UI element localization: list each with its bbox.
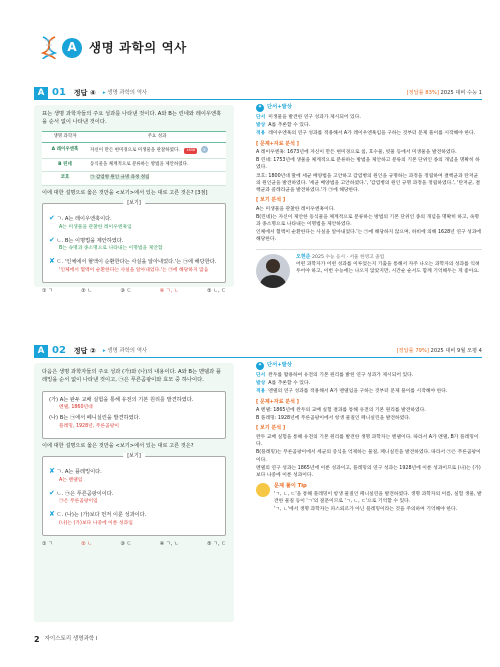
tip-text: 'ㄱ, ㄴ'에서 생명 과학자는 파스퇴르가 아닌 플레밍이라는 것을 주의하여 기억해야 한다. (274, 507, 458, 513)
question-section-badge: A (34, 87, 48, 100)
table-row (42, 143, 226, 159)
bogi-text: ㄷ. (나)는 (가)보다 먼저 이룬 성과이다. (56, 512, 147, 519)
cross-icon: ✘ (49, 257, 55, 266)
bogi-box (42, 453, 226, 535)
choice-5[interactable]: ⑤ ㄴ, ㄷ (207, 287, 226, 294)
tip-title: 문제 풀이 Tip (274, 483, 307, 490)
bogi-note: A는 멘델임 (59, 477, 83, 483)
solution-step (256, 114, 482, 121)
solution-step (256, 380, 482, 387)
choice-1[interactable]: ① ㄱ (42, 287, 53, 294)
analysis-item: 코흐: 1800년대 말에 세균 배양법을 고안하고 감염병의 원인을 규명하는 과정을 정립하여 결핵균과 탄저균의 원인균을 발견하였다. '세균 배양법을 고안하였다.', '감염병의 원인 규명 과정을 정립하였다.', '탄저균, 결핵균과 콜레라균을 발견하였다.'가 ㉠에 해당한다. (256, 173, 481, 193)
tip-box (256, 483, 482, 514)
bogi-text: ㄱ. A는 플레밍이다. (56, 469, 102, 476)
step-tag: 단서 (256, 115, 266, 120)
bogi-analysis-item: B(린네)는 자신이 제안한 동식물을 체계적으로 분류하는 방법의 기본 단위인 종의 개념을 명확히 하고, 속명과 종소명으로 나타내는 이명법을 제안하였다. (256, 214, 480, 228)
table-cell: 코흐 (42, 172, 88, 186)
bogi-item (49, 256, 219, 267)
step-tag: 발상 (256, 381, 266, 387)
choice-5[interactable]: ⑤ ㄱ, ㄷ (207, 540, 226, 547)
bogi-analysis-item: B(플레밍)는 푸른곰팡이에서 세균의 증식을 억제하는 물질, 페니실린을 발견하였다. 따라서 ㉠은 푸른곰팡이이다. (256, 450, 481, 463)
cross-icon: ✘ (49, 510, 55, 519)
answer-choices (42, 541, 226, 548)
bogi-analysis-item: 인체에서 혈액이 순환한다는 사실을 알아내었다.'는 ㉠에 해당하지 않으며, 하비에 의해 1628년 연구 성과에 해당한다. (256, 230, 482, 243)
table-cell (88, 143, 226, 159)
bogi-analysis-item: A는 미생물을 관찰한 레이우엔훅이다. (256, 206, 335, 212)
tip-text: 'ㄱ, ㄴ, ㄷ'을 통해 플레밍이 항생 물질인 페니실린을 발견하였다. 생명 과학자의 이름, 실험 생물, 발견한 물질 등이 'ㄱ'의 질문이므로 'ㄱ, ㄴ, ㄷ'으로 기억할 수 있다. (274, 491, 482, 505)
content-item: (나) B는 ㉠에서 페니실린을 발견하였다. (49, 415, 141, 422)
step-text: 레이우엔훅의 연구 성과를 적용해서 A가 레이우엔훅임을 구하는 것부터 문제 풀이를 시작해야 한다. (268, 131, 476, 137)
step-text: 미생물을 발견한 연구 성과가 제시되어 있다. (268, 115, 361, 120)
question-body (34, 363, 234, 622)
bogi-note: (나)는 (가)보다 나중에 이룬 성과임 (59, 520, 133, 526)
table-row (42, 172, 226, 186)
solution-step (256, 372, 482, 379)
content-item: (가) A는 완두 교배 실험을 통해 유전의 기본 원리를 발견하였다. (49, 396, 194, 403)
bogi-box (42, 200, 226, 282)
question-topic: ▸ 생명 과학의 역사 (103, 348, 147, 356)
solution-title: 단서+발상 (267, 104, 292, 111)
analysis-title: [ 문제+자료 분석 ] (256, 398, 299, 405)
cell-text: ㉠ 감염병 원인 규명 과정 정립 (90, 175, 150, 181)
lightbulb-icon: ✦ (257, 104, 263, 111)
bogi-text: ㄴ. B는 이명법을 제안하였다. (56, 237, 124, 244)
cell-text: 자신이 만든 현미경으로 미생물을 관찰하였다. (90, 148, 180, 154)
bogi-item (49, 488, 219, 499)
choice-2[interactable]: ② ㄴ (81, 287, 93, 294)
check-icon: ✔ (49, 235, 55, 244)
question-number: 01 (52, 87, 66, 99)
chapter-badge: A (62, 38, 82, 58)
book-title: 자이스토리 생명과학 I (44, 635, 98, 642)
solution-title: 단서+발상 (267, 362, 292, 369)
cross-icon: ✘ (49, 467, 55, 476)
page-footer (34, 634, 98, 646)
bogi-analysis-item: 완두 교배 실험을 통해 유전의 기본 원리를 발견한 생명 과학자는 멘델이다. 따라서 A가 멘델, B가 플레밍이다. (256, 434, 479, 448)
solution-step (256, 388, 482, 395)
mentor-school: 2025 수능 응시 · 서울 한영고 졸업 (312, 254, 385, 260)
question-source: 2025 대비 수능 1 (440, 90, 482, 96)
chapter-header (40, 35, 187, 61)
check-icon: ✔ (49, 214, 55, 223)
bogi-text: ㄴ. ㉠은 푸른곰팡이이다. (56, 490, 114, 497)
scientist-table (42, 131, 226, 186)
bogi-analysis-item: 멘델의 연구 성과는 1865년에 이룬 성과이고, 플레밍의 연구 성과는 1928년에 이룬 성과이므로 (나)는 (가)보다 나중에 이룬 성과이다. (256, 465, 481, 478)
table-cell (88, 172, 226, 186)
bogi-label: [보기] (123, 453, 145, 460)
step-tag: 단서 (256, 373, 266, 378)
question-prompt: 표는 생명 과학자들의 주요 성과를 나타낸 것이다. A와 B는 린네와 레이우엔훅을 순서 없이 나타낸 것이다. (42, 111, 222, 125)
step-text: 멘델의 연구 성과를 적용해서 A가 멘델임을 구하는 것부터 문제 풀이를 시작해야 한다. (268, 389, 448, 395)
content-note: 멘델, 1860년대 (59, 405, 93, 411)
bogi-item (49, 466, 219, 477)
question-section-badge: A (34, 345, 48, 358)
page-number: 2 (34, 635, 40, 644)
choice-3[interactable]: ③ ㄷ (120, 287, 132, 294)
question-number: 02 (52, 345, 66, 357)
mentor-card (256, 249, 482, 288)
bogi-item (49, 509, 219, 520)
table-header: 주요 성과 (88, 131, 226, 143)
step-tag: 발상 (256, 123, 266, 129)
step-text: 완두를 활용하여 유전의 기본 원리를 밝힌 연구 성과가 제시되어 있다. (268, 373, 414, 378)
step-text: A를 추론할 수 있다. (268, 123, 311, 129)
question-header (34, 87, 482, 100)
question-source: 2025 대비 9월 모평 4 (430, 348, 482, 354)
bogi-note: '인체에서 혈액이 순환한다는 사실을 알아내었다.'는 ㉠에 해당하지 않음 (59, 267, 209, 273)
table-cell: B 린네 (42, 158, 88, 172)
question-stem: 이에 대한 설명으로 옳은 것만을 <보기>에서 있는 대로 고른 것은? (42, 442, 194, 449)
check-icon: ✔ (49, 488, 55, 497)
content-box (42, 391, 226, 439)
question-1 (34, 87, 482, 292)
choice-2-correct[interactable]: ② ㄴ (81, 540, 93, 547)
step-tag: 적용 (256, 131, 266, 137)
lightbulb-icon: ✦ (257, 362, 263, 369)
bogi-text: ㄷ. '인체에서 혈액이 순환한다는 사실을 알아내었다.'는 ㉠에 해당한다. (56, 259, 217, 266)
correct-rate: [정답률 79%] (396, 348, 429, 354)
table-header: 생명 과학자 (42, 131, 88, 143)
bogi-label: [보기] (123, 200, 145, 207)
bogi-note: A는 미생물을 관찰한 레이우엔훅임 (59, 225, 132, 230)
answer-label: 정답 ④ (73, 89, 96, 98)
analysis-item: A 레이우엔훅: 1673년에 자신이 만든 현미경으로 침, 호수물, 빗물 등에서 미생물을 발견하였다. (256, 150, 457, 156)
chapter-title: 생명 과학의 역사 (89, 39, 187, 55)
table-row (42, 158, 226, 172)
dna-icon (40, 36, 58, 60)
question-body (34, 105, 234, 294)
correct-rate: [정답률 83%] (406, 90, 439, 96)
mentor-name: 오현준 (296, 253, 311, 260)
question-stem: 이에 대한 설명으로 옳은 것만을 <보기>에서 있는 대로 고른 것은? [3점] (42, 189, 208, 196)
table-cell: 동식물을 체계적으로 분류하는 방법을 제안하였다. (88, 158, 226, 172)
bogi-analysis-title: [ 보기 분석 ] (256, 197, 286, 204)
mentor-comment: 어떤 과학자가 어떤 성과를 이루었는지 기출을 통해서 자주 나오는 과학자의 성과를 익혀두어야 하고, 이번 수능에는 나오지 않았지만, 시간순 순서도 함께 기억해두는 게 좋아요. (296, 262, 480, 275)
analysis-item: A 멘델: 1865년에 완두의 교배 실험 결과를 통해 유전의 기본 원리를 발견하였다. (256, 408, 426, 414)
question-meta (407, 90, 482, 98)
question-2 (34, 345, 482, 627)
analysis-item: B 린네: 1753년에 생물을 체계적으로 분류하는 방법을 제안하고 분류의 기본 단위인 종의 개념을 명확히 하였다. (256, 158, 480, 171)
choice-1[interactable]: ① ㄱ (42, 540, 53, 547)
table-cell: A 레이우엔훅 (42, 143, 88, 159)
year-tag: 1658 (186, 148, 196, 153)
question-meta (397, 348, 482, 356)
avatar (256, 254, 290, 288)
solution-step (256, 122, 482, 129)
step-tag: 적용 (256, 389, 266, 395)
bogi-item (49, 235, 219, 246)
solution-column (256, 104, 482, 288)
question-topic: ▸ 생명 과학의 역사 (103, 90, 147, 98)
answer-label: 정답 ② (73, 347, 96, 356)
choice-4-correct[interactable]: ④ ㄱ, ㄴ (159, 287, 179, 294)
mark-icon: ① (202, 147, 207, 153)
content-note: 플레밍, 1928년, 푸른곰팡이 (59, 423, 120, 429)
question-prompt: 다음은 생명 과학자들의 주요 성과 (가)와 (나)의 내용이다. A와 B는 멘델과 플레밍을 순서 없이 나타낸 것이고, ㉠은 푸른곰팡이와 효모 중 하나이다. (42, 369, 222, 383)
tip-character-icon (256, 483, 270, 497)
question-header (34, 345, 482, 358)
choice-4[interactable]: ④ ㄱ, ㄴ (159, 540, 179, 547)
bogi-note: B는 속명과 종소명으로 나타내는 이명법을 제안함 (59, 246, 163, 252)
choice-3[interactable]: ③ ㄷ (120, 540, 132, 547)
analysis-title: [ 문제+자료 분석 ] (256, 140, 299, 147)
solution-step (256, 130, 482, 137)
solution-column (256, 362, 482, 514)
bogi-note: ㉠은 푸른곰팡이임 (59, 499, 98, 505)
bogi-text: ㄱ. A는 레이우엔훅이다. (56, 216, 112, 223)
step-text: A를 추론할 수 있다. (268, 381, 311, 387)
answer-choices (42, 288, 226, 295)
bogi-analysis-title: [ 보기 분석 ] (256, 425, 286, 432)
bogi-item (49, 213, 219, 224)
analysis-item: B 플레밍: 1928년에 푸른곰팡이에서 항생 물질인 페니실린을 발견하였다. (256, 416, 411, 422)
